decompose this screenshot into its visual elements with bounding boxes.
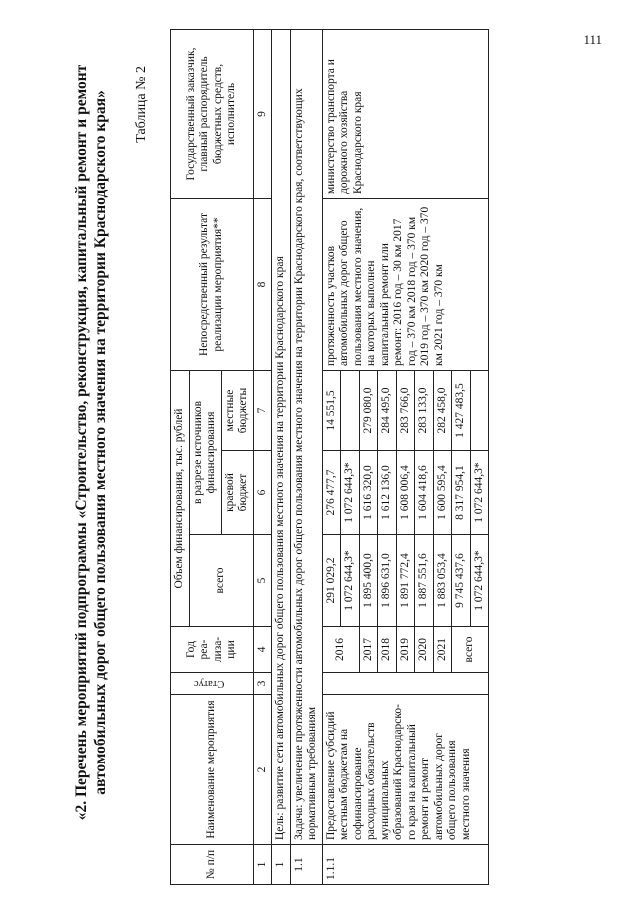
total-cell: 1 891 772,4 (396, 535, 415, 627)
header-year: Год реа-лиза-ции (171, 627, 254, 673)
total-cell: 1 895 400,0 (359, 535, 378, 627)
regional-cell: 1 604 418,6 (415, 451, 434, 535)
col-number: 1 (253, 845, 272, 885)
local-cell: 1 427 483,5 (452, 371, 471, 451)
local-cell: 282 458,0 (433, 371, 452, 451)
header-customer: Государственный заказчик, главный распорядитель бюджетных средств, исполнитель (171, 30, 254, 199)
header-row-1 (171, 30, 190, 885)
measures-table (170, 29, 489, 885)
year-cell: 2019 (396, 627, 415, 673)
task-num: 1.1 (290, 845, 322, 885)
header-name: Наименование мероприятия (171, 695, 254, 845)
header-funding: Объем финансирования, тыс. рублей (171, 371, 190, 627)
col-number: 4 (253, 627, 272, 673)
header-num: № п/п (171, 845, 254, 885)
local-cell: 283 133,0 (415, 371, 434, 451)
local-cell (341, 371, 360, 451)
table-label: Таблица № 2 (134, 66, 149, 143)
total-cell: 1 896 631,0 (378, 535, 397, 627)
column-number-row (253, 30, 272, 885)
measure-row (322, 30, 341, 885)
col-number: 6 (253, 451, 272, 535)
regional-cell: 276 477,7 (322, 451, 341, 535)
header-result: Непосредственный результат реализации мероприятия** (171, 199, 254, 371)
header-local: местные бюджеты (221, 371, 253, 451)
task-text: Задача: увеличение протяженности автомобильных дорог общего пользования местного значения на территории Краснодарского края, соответствующих нормативным требованиям (290, 30, 322, 845)
regional-cell: 1 612 136,0 (378, 451, 397, 535)
col-number: 9 (253, 30, 272, 199)
local-cell: 283 766,0 (396, 371, 415, 451)
year-cell: 2020 (415, 627, 434, 673)
col-number: 3 (253, 673, 272, 695)
regional-cell: 1 616 320,0 (359, 451, 378, 535)
header-by-source: в разрезе источников финансирования (189, 371, 221, 535)
total-cell: 1 072 644,3* (341, 535, 360, 627)
local-cell: 284 495,0 (378, 371, 397, 451)
goal-num: 1 (272, 845, 291, 885)
goal-text: Цель: развитие сети автомобильных дорог общего пользования местного значения на территории Краснодарского края (272, 30, 291, 845)
year-cell: 2018 (378, 627, 397, 673)
page-title: «2. Перечень мероприятий подпрограммы «Строительство, реконструкция, капитальный ремонт и ремонт автомобильных дорог общего пользования местного значения на территории Краснодарского края» (73, 64, 109, 821)
regional-cell: 1 072 644,3* (341, 451, 360, 535)
year-cell: 2017 (359, 627, 378, 673)
local-cell: 279 080,0 (359, 371, 378, 451)
year-cell: 2016 (322, 627, 359, 673)
measure-status (322, 673, 489, 695)
col-number: 7 (253, 371, 272, 451)
task-row (290, 30, 322, 885)
year-cell: 2021 (433, 627, 452, 673)
total-cell: 1 072 644,3* (470, 535, 489, 627)
local-cell (470, 371, 489, 451)
total-cell: 1 887 551,6 (415, 535, 434, 627)
header-regional: краевой бюджет (221, 451, 253, 535)
total-cell: 1 883 053,4 (433, 535, 452, 627)
measure-name: Предоставление субсидий местным бюджетам на софинансирование расходных обязательств муниципальных образований Краснодарско-го края на капитальный ремонт и ремонт автомобильных дорог общего пользования местного значения (322, 695, 489, 845)
local-cell: 14 551,5 (322, 371, 341, 451)
col-number: 5 (253, 535, 272, 627)
measure-customer: министерство транспорта и дорожного хозяйства Краснодарского края (322, 30, 489, 199)
col-number: 8 (253, 199, 272, 371)
measure-result: протяженность участков автомобильных дорог общего пользования местного значения, на которых выполнен капитальный ремонт или ремонт: 2016 год – 30 км 2017 год – 370 км 2018 год – 370 км 2019 год – 370 км 2020 год – 370 км 2021 год – 370 км (322, 199, 489, 371)
regional-cell: 8 317 954,1 (452, 451, 471, 535)
page-number: 111 (583, 32, 602, 47)
header-total: всего (189, 535, 253, 627)
regional-cell: 1 600 595,4 (433, 451, 452, 535)
total-cell: 291 029,2 (322, 535, 341, 627)
col-number: 2 (253, 695, 272, 845)
measure-num: 1.1.1 (322, 845, 489, 885)
header-status: Статус (171, 673, 254, 695)
goal-row (272, 30, 291, 885)
regional-cell: 1 608 006,4 (396, 451, 415, 535)
regional-cell: 1 072 644,3* (470, 451, 489, 535)
total-cell: 9 745 437,6 (452, 535, 471, 627)
year-cell: всего (452, 627, 489, 673)
